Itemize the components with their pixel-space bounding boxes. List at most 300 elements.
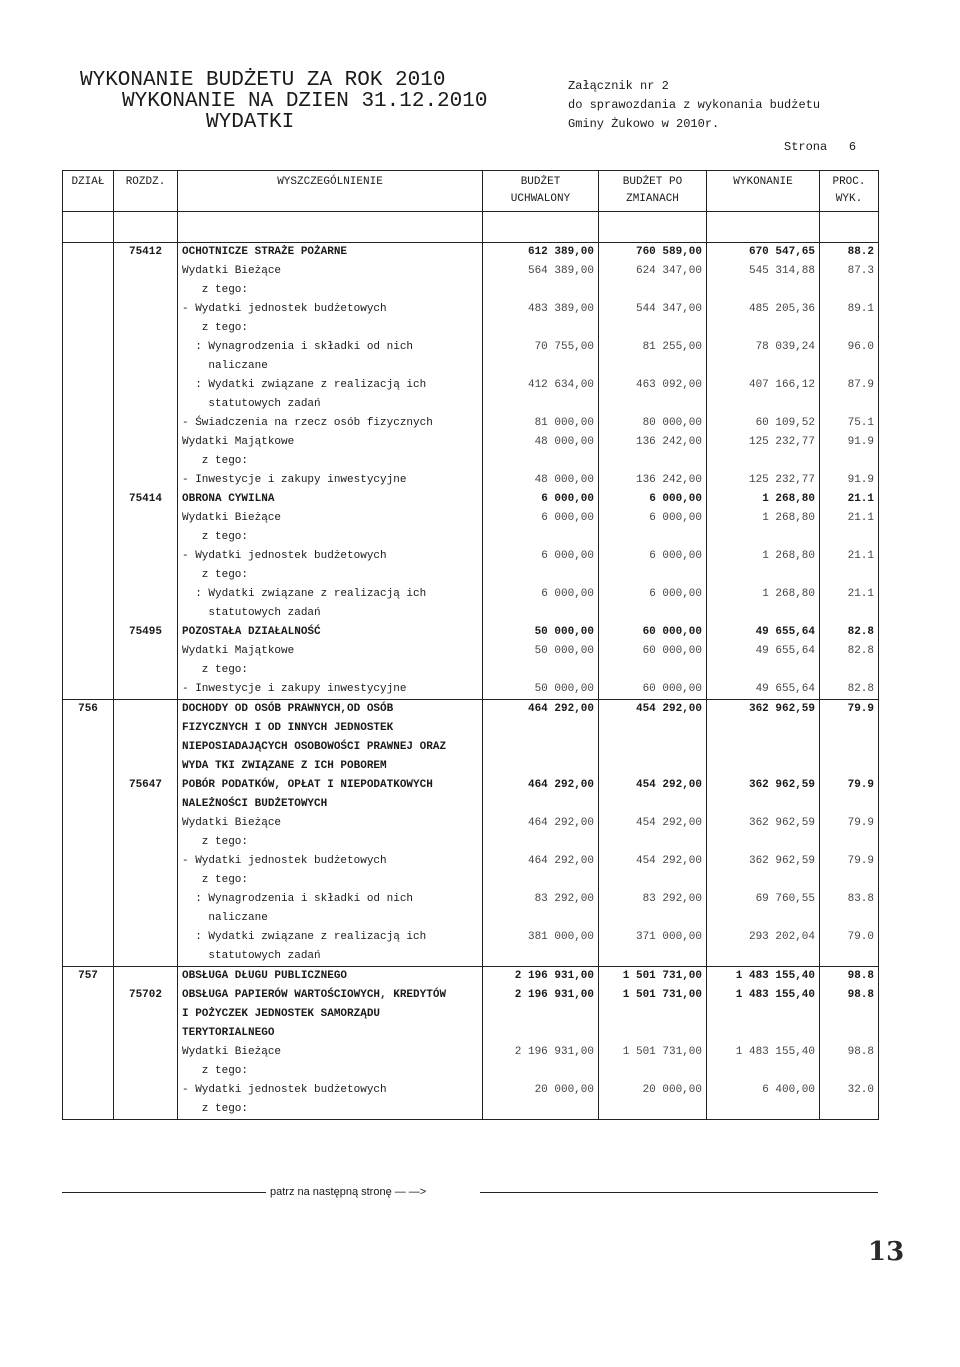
cell-budzet-po-zmianach bbox=[599, 871, 707, 890]
cell-wykonanie: 78 039,24 bbox=[707, 338, 820, 357]
table-row bbox=[63, 852, 879, 871]
cell-description: NIEPOSIADAJĄCYCH OSOBOWOŚCI PRAWNEJ ORAZ bbox=[178, 738, 483, 757]
cell-wykonanie bbox=[707, 452, 820, 471]
cell-dzial bbox=[63, 642, 114, 661]
cell-procent bbox=[820, 281, 879, 300]
cell-wykonanie bbox=[707, 833, 820, 852]
cell-procent: 87.3 bbox=[820, 262, 879, 281]
cell-dzial bbox=[63, 300, 114, 319]
cell-budzet-po-zmianach: 760 589,00 bbox=[599, 243, 707, 263]
cell-budzet-po-zmianach: 60 000,00 bbox=[599, 623, 707, 642]
cell-rozdzial: 75414 bbox=[114, 490, 178, 509]
table-row bbox=[63, 871, 879, 890]
cell-dzial bbox=[63, 357, 114, 376]
cell-dzial bbox=[63, 528, 114, 547]
cell-rozdzial bbox=[114, 719, 178, 738]
cell-budzet-uchwalony: 2 196 931,00 bbox=[483, 986, 599, 1005]
cell-budzet-po-zmianach bbox=[599, 528, 707, 547]
footer-rule-left bbox=[62, 1192, 266, 1193]
cell-dzial bbox=[63, 1081, 114, 1100]
table-row bbox=[63, 528, 879, 547]
cell-budzet-uchwalony bbox=[483, 757, 599, 776]
cell-budzet-uchwalony: 464 292,00 bbox=[483, 852, 599, 871]
title-line-1: WYKONANIE BUDŻETU ZA ROK 2010 bbox=[80, 69, 446, 92]
cell-procent: 82.8 bbox=[820, 642, 879, 661]
col-header-rozdz: ROZDZ. bbox=[114, 171, 178, 192]
cell-rozdzial: 75412 bbox=[114, 243, 178, 263]
cell-dzial bbox=[63, 585, 114, 604]
cell-wykonanie: 1 268,80 bbox=[707, 490, 820, 509]
cell-description: statutowych zadań bbox=[178, 947, 483, 967]
cell-budzet-po-zmianach: 60 000,00 bbox=[599, 642, 707, 661]
table-row bbox=[63, 967, 879, 987]
cell-budzet-uchwalony bbox=[483, 661, 599, 680]
cell-rozdzial bbox=[114, 1100, 178, 1120]
cell-wykonanie: 485 205,36 bbox=[707, 300, 820, 319]
cell-dzial bbox=[63, 376, 114, 395]
cell-budzet-po-zmianach: 544 347,00 bbox=[599, 300, 707, 319]
cell-rozdzial bbox=[114, 395, 178, 414]
cell-description: z tego: bbox=[178, 1062, 483, 1081]
cell-procent bbox=[820, 452, 879, 471]
cell-budzet-uchwalony: 564 389,00 bbox=[483, 262, 599, 281]
cell-description: Wydatki Bieżące bbox=[178, 262, 483, 281]
cell-dzial bbox=[63, 338, 114, 357]
cell-wykonanie: 362 962,59 bbox=[707, 852, 820, 871]
cell-procent: 75.1 bbox=[820, 414, 879, 433]
cell-budzet-uchwalony bbox=[483, 319, 599, 338]
attachment-line-2: do sprawozdania z wykonania budżetu bbox=[568, 98, 821, 112]
cell-description: Wydatki Bieżące bbox=[178, 814, 483, 833]
cell-rozdzial bbox=[114, 262, 178, 281]
cell-budzet-po-zmianach: 60 000,00 bbox=[599, 680, 707, 700]
cell-budzet-uchwalony bbox=[483, 947, 599, 967]
cell-rozdzial bbox=[114, 376, 178, 395]
cell-wykonanie bbox=[707, 1100, 820, 1120]
cell-rozdzial bbox=[114, 738, 178, 757]
col-header-budzet: BUDŻET bbox=[483, 171, 599, 192]
cell-wykonanie bbox=[707, 738, 820, 757]
cell-procent: 32.0 bbox=[820, 1081, 879, 1100]
cell-budzet-po-zmianach bbox=[599, 357, 707, 376]
table-row bbox=[63, 243, 879, 263]
cell-budzet-po-zmianach: 454 292,00 bbox=[599, 776, 707, 795]
cell-rozdzial bbox=[114, 947, 178, 967]
cell-procent: 79.9 bbox=[820, 776, 879, 795]
cell-dzial bbox=[63, 452, 114, 471]
cell-budzet-po-zmianach bbox=[599, 738, 707, 757]
cell-description: - Wydatki jednostek budżetowych bbox=[178, 300, 483, 319]
table-row bbox=[63, 300, 879, 319]
cell-description: : Wynagrodzenia i składki od nich bbox=[178, 890, 483, 909]
cell-procent bbox=[820, 357, 879, 376]
cell-wykonanie: 69 760,55 bbox=[707, 890, 820, 909]
table-header bbox=[63, 171, 879, 212]
cell-wykonanie bbox=[707, 528, 820, 547]
cell-rozdzial: 75702 bbox=[114, 986, 178, 1005]
cell-budzet-uchwalony: 464 292,00 bbox=[483, 700, 599, 720]
cell-budzet-uchwalony bbox=[483, 452, 599, 471]
cell-budzet-po-zmianach: 454 292,00 bbox=[599, 700, 707, 720]
cell-budzet-uchwalony: 412 634,00 bbox=[483, 376, 599, 395]
col-header-wykonanie: WYKONANIE bbox=[707, 171, 820, 192]
cell-budzet-po-zmianach bbox=[599, 795, 707, 814]
cell-description: Wydatki Bieżące bbox=[178, 509, 483, 528]
table-row bbox=[63, 833, 879, 852]
table-row bbox=[63, 338, 879, 357]
cell-budzet-po-zmianach: 6 000,00 bbox=[599, 509, 707, 528]
cell-procent bbox=[820, 528, 879, 547]
cell-rozdzial bbox=[114, 1081, 178, 1100]
cell-budzet-uchwalony: 81 000,00 bbox=[483, 414, 599, 433]
cell-procent bbox=[820, 719, 879, 738]
table-row bbox=[63, 928, 879, 947]
cell-procent: 82.8 bbox=[820, 623, 879, 642]
cell-dzial bbox=[63, 509, 114, 528]
cell-budzet-po-zmianach bbox=[599, 1100, 707, 1120]
cell-procent bbox=[820, 795, 879, 814]
cell-wykonanie: 362 962,59 bbox=[707, 814, 820, 833]
table-row bbox=[63, 604, 879, 623]
table-row bbox=[63, 642, 879, 661]
cell-budzet-uchwalony: 6 000,00 bbox=[483, 509, 599, 528]
cell-rozdzial bbox=[114, 757, 178, 776]
cell-description: - Wydatki jednostek budżetowych bbox=[178, 852, 483, 871]
cell-rozdzial bbox=[114, 967, 178, 987]
cell-budzet-po-zmianach: 6 000,00 bbox=[599, 490, 707, 509]
table-row bbox=[63, 947, 879, 967]
cell-dzial bbox=[63, 1062, 114, 1081]
table-row bbox=[63, 890, 879, 909]
cell-rozdzial bbox=[114, 566, 178, 585]
table-row bbox=[63, 795, 879, 814]
cell-description: z tego: bbox=[178, 281, 483, 300]
cell-description: z tego: bbox=[178, 319, 483, 338]
cell-budzet-po-zmianach: 624 347,00 bbox=[599, 262, 707, 281]
cell-wykonanie: 49 655,64 bbox=[707, 680, 820, 700]
page-number: 6 bbox=[848, 140, 857, 154]
cell-rozdzial bbox=[114, 1005, 178, 1024]
cell-description: naliczane bbox=[178, 909, 483, 928]
cell-description: : Wydatki związane z realizacją ich bbox=[178, 376, 483, 395]
cell-budzet-uchwalony bbox=[483, 395, 599, 414]
cell-budzet-uchwalony bbox=[483, 719, 599, 738]
cell-description: - Inwestycje i zakupy inwestycyjne bbox=[178, 471, 483, 490]
cell-budzet-uchwalony bbox=[483, 1024, 599, 1043]
cell-budzet-uchwalony: 20 000,00 bbox=[483, 1081, 599, 1100]
cell-budzet-uchwalony: 2 196 931,00 bbox=[483, 967, 599, 987]
cell-rozdzial bbox=[114, 585, 178, 604]
cell-budzet-po-zmianach: 6 000,00 bbox=[599, 547, 707, 566]
cell-budzet-uchwalony: 6 000,00 bbox=[483, 490, 599, 509]
cell-procent: 91.9 bbox=[820, 471, 879, 490]
col-header-budzet-po: BUDŻET PO bbox=[599, 171, 707, 192]
cell-budzet-po-zmianach bbox=[599, 909, 707, 928]
cell-procent: 21.1 bbox=[820, 509, 879, 528]
cell-wykonanie bbox=[707, 909, 820, 928]
table-row bbox=[63, 1024, 879, 1043]
cell-dzial bbox=[63, 719, 114, 738]
cell-dzial bbox=[63, 262, 114, 281]
table-row bbox=[63, 395, 879, 414]
attachment-line-3: Gminy Żukowo w 2010r. bbox=[568, 117, 720, 131]
cell-procent bbox=[820, 1005, 879, 1024]
table-row bbox=[63, 319, 879, 338]
table-row bbox=[63, 471, 879, 490]
cell-description: FIZYCZNYCH I OD INNYCH JEDNOSTEK bbox=[178, 719, 483, 738]
cell-rozdzial bbox=[114, 1024, 178, 1043]
cell-rozdzial bbox=[114, 471, 178, 490]
col-header-zmianach: ZMIANACH bbox=[599, 191, 707, 212]
cell-budzet-uchwalony: 464 292,00 bbox=[483, 814, 599, 833]
cell-wykonanie bbox=[707, 1005, 820, 1024]
table-row bbox=[63, 661, 879, 680]
cell-procent: 83.8 bbox=[820, 890, 879, 909]
table-row bbox=[63, 452, 879, 471]
cell-budzet-uchwalony: 6 000,00 bbox=[483, 547, 599, 566]
cell-rozdzial bbox=[114, 452, 178, 471]
cell-dzial bbox=[63, 1005, 114, 1024]
cell-budzet-uchwalony: 48 000,00 bbox=[483, 433, 599, 452]
cell-budzet-uchwalony: 2 196 931,00 bbox=[483, 1043, 599, 1062]
cell-description: TERYTORIALNEGO bbox=[178, 1024, 483, 1043]
cell-rozdzial bbox=[114, 604, 178, 623]
cell-procent bbox=[820, 566, 879, 585]
cell-procent: 21.1 bbox=[820, 490, 879, 509]
table-row bbox=[63, 490, 879, 509]
cell-rozdzial: 75495 bbox=[114, 623, 178, 642]
cell-description: : Wynagrodzenia i składki od nich bbox=[178, 338, 483, 357]
cell-procent bbox=[820, 947, 879, 967]
cell-budzet-po-zmianach bbox=[599, 947, 707, 967]
cell-budzet-po-zmianach: 136 242,00 bbox=[599, 471, 707, 490]
cell-wykonanie: 49 655,64 bbox=[707, 623, 820, 642]
cell-budzet-po-zmianach bbox=[599, 319, 707, 338]
cell-budzet-po-zmianach: 454 292,00 bbox=[599, 852, 707, 871]
cell-dzial bbox=[63, 661, 114, 680]
cell-budzet-po-zmianach: 81 255,00 bbox=[599, 338, 707, 357]
cell-rozdzial bbox=[114, 338, 178, 357]
cell-wykonanie bbox=[707, 319, 820, 338]
cell-budzet-uchwalony: 6 000,00 bbox=[483, 585, 599, 604]
cell-budzet-po-zmianach bbox=[599, 281, 707, 300]
cell-budzet-po-zmianach: 454 292,00 bbox=[599, 814, 707, 833]
cell-wykonanie: 1 268,80 bbox=[707, 509, 820, 528]
cell-dzial bbox=[63, 871, 114, 890]
cell-budzet-po-zmianach: 463 092,00 bbox=[599, 376, 707, 395]
cell-description: - Wydatki jednostek budżetowych bbox=[178, 1081, 483, 1100]
table-row bbox=[63, 547, 879, 566]
cell-procent: 82.8 bbox=[820, 680, 879, 700]
cell-dzial bbox=[63, 433, 114, 452]
cell-wykonanie: 125 232,77 bbox=[707, 433, 820, 452]
cell-dzial bbox=[63, 909, 114, 928]
cell-budzet-uchwalony: 381 000,00 bbox=[483, 928, 599, 947]
cell-wykonanie bbox=[707, 566, 820, 585]
cell-budzet-po-zmianach bbox=[599, 757, 707, 776]
cell-budzet-po-zmianach: 1 501 731,00 bbox=[599, 1043, 707, 1062]
cell-wykonanie: 1 268,80 bbox=[707, 547, 820, 566]
cell-procent bbox=[820, 1100, 879, 1120]
cell-procent: 79.9 bbox=[820, 852, 879, 871]
cell-procent bbox=[820, 395, 879, 414]
cell-rozdzial bbox=[114, 833, 178, 852]
cell-dzial bbox=[63, 471, 114, 490]
table-row bbox=[63, 623, 879, 642]
table-row bbox=[63, 262, 879, 281]
cell-dzial bbox=[63, 928, 114, 947]
cell-rozdzial bbox=[114, 909, 178, 928]
page-label: Strona bbox=[784, 140, 828, 154]
table-row bbox=[63, 757, 879, 776]
cell-wykonanie: 407 166,12 bbox=[707, 376, 820, 395]
cell-procent: 87.9 bbox=[820, 376, 879, 395]
cell-description: - Wydatki jednostek budżetowych bbox=[178, 547, 483, 566]
cell-budzet-uchwalony: 48 000,00 bbox=[483, 471, 599, 490]
cell-wykonanie bbox=[707, 281, 820, 300]
cell-dzial bbox=[63, 833, 114, 852]
table-body bbox=[63, 212, 879, 1120]
cell-procent bbox=[820, 871, 879, 890]
cell-rozdzial bbox=[114, 890, 178, 909]
table-row bbox=[63, 1005, 879, 1024]
cell-rozdzial bbox=[114, 281, 178, 300]
attachment-note bbox=[568, 77, 820, 134]
cell-rozdzial bbox=[114, 700, 178, 720]
page-stamp: 13 bbox=[868, 1237, 905, 1267]
cell-description: Wydatki Majątkowe bbox=[178, 642, 483, 661]
cell-wykonanie bbox=[707, 947, 820, 967]
cell-dzial bbox=[63, 547, 114, 566]
cell-procent bbox=[820, 738, 879, 757]
cell-rozdzial bbox=[114, 357, 178, 376]
cell-procent: 88.2 bbox=[820, 243, 879, 263]
cell-procent: 21.1 bbox=[820, 547, 879, 566]
cell-rozdzial bbox=[114, 509, 178, 528]
cell-dzial bbox=[63, 947, 114, 967]
cell-procent bbox=[820, 1062, 879, 1081]
cell-wykonanie: 362 962,59 bbox=[707, 776, 820, 795]
cell-dzial: 757 bbox=[63, 967, 114, 987]
cell-rozdzial bbox=[114, 814, 178, 833]
cell-description: : Wydatki związane z realizacją ich bbox=[178, 585, 483, 604]
cell-procent bbox=[820, 1024, 879, 1043]
cell-budzet-uchwalony: 483 389,00 bbox=[483, 300, 599, 319]
cell-budzet-po-zmianach: 371 000,00 bbox=[599, 928, 707, 947]
cell-wykonanie bbox=[707, 604, 820, 623]
cell-dzial bbox=[63, 566, 114, 585]
attachment-line-1: Załącznik nr 2 bbox=[568, 79, 669, 93]
cell-wykonanie bbox=[707, 871, 820, 890]
cell-budzet-po-zmianach bbox=[599, 1005, 707, 1024]
col-header-uchwalony: UCHWALONY bbox=[483, 191, 599, 212]
cell-description: - Inwestycje i zakupy inwestycyjne bbox=[178, 680, 483, 700]
cell-wykonanie: 6 400,00 bbox=[707, 1081, 820, 1100]
cell-rozdzial bbox=[114, 680, 178, 700]
cell-wykonanie: 1 483 155,40 bbox=[707, 967, 820, 987]
table-row bbox=[63, 986, 879, 1005]
cell-dzial bbox=[63, 1043, 114, 1062]
col-header-dzial: DZIAŁ bbox=[63, 171, 114, 192]
col-header-desc: WYSZCZEGÓLNIENIE bbox=[178, 171, 483, 192]
budget-table-wrap bbox=[62, 170, 878, 1120]
cell-budzet-po-zmianach: 20 000,00 bbox=[599, 1081, 707, 1100]
cell-dzial bbox=[63, 795, 114, 814]
cell-budzet-uchwalony: 83 292,00 bbox=[483, 890, 599, 909]
cell-procent: 98.8 bbox=[820, 986, 879, 1005]
cell-budzet-po-zmianach bbox=[599, 452, 707, 471]
cell-rozdzial: 75647 bbox=[114, 776, 178, 795]
cell-dzial bbox=[63, 604, 114, 623]
cell-description: WYDA TKI ZWIĄZANE Z ICH POBOREM bbox=[178, 757, 483, 776]
cell-budzet-uchwalony bbox=[483, 357, 599, 376]
table-row bbox=[63, 909, 879, 928]
cell-dzial bbox=[63, 623, 114, 642]
cell-budzet-uchwalony: 50 000,00 bbox=[483, 680, 599, 700]
cell-rozdzial bbox=[114, 661, 178, 680]
cell-wykonanie: 545 314,88 bbox=[707, 262, 820, 281]
cell-description: z tego: bbox=[178, 452, 483, 471]
cell-rozdzial bbox=[114, 1062, 178, 1081]
cell-procent bbox=[820, 833, 879, 852]
table-row bbox=[63, 1081, 879, 1100]
table-row bbox=[63, 1062, 879, 1081]
table-row bbox=[63, 1043, 879, 1062]
cell-budzet-uchwalony: 50 000,00 bbox=[483, 642, 599, 661]
cell-procent bbox=[820, 757, 879, 776]
cell-budzet-po-zmianach bbox=[599, 1024, 707, 1043]
cell-budzet-po-zmianach bbox=[599, 566, 707, 585]
col-header-wyk: WYK. bbox=[820, 191, 879, 212]
cell-dzial bbox=[63, 814, 114, 833]
cell-procent: 79.9 bbox=[820, 700, 879, 720]
cell-description: z tego: bbox=[178, 1100, 483, 1120]
cell-dzial bbox=[63, 852, 114, 871]
table-row bbox=[63, 281, 879, 300]
cell-budzet-uchwalony bbox=[483, 528, 599, 547]
cell-procent: 96.0 bbox=[820, 338, 879, 357]
cell-budzet-uchwalony bbox=[483, 1062, 599, 1081]
cell-dzial: 756 bbox=[63, 700, 114, 720]
cell-dzial bbox=[63, 395, 114, 414]
cell-dzial bbox=[63, 890, 114, 909]
cell-dzial bbox=[63, 414, 114, 433]
cell-wykonanie bbox=[707, 1062, 820, 1081]
cell-rozdzial bbox=[114, 414, 178, 433]
cell-budzet-po-zmianach bbox=[599, 604, 707, 623]
continue-note: patrz na następną stronę — —> bbox=[270, 1186, 427, 1198]
cell-budzet-po-zmianach bbox=[599, 1062, 707, 1081]
cell-dzial bbox=[63, 738, 114, 757]
cell-description: z tego: bbox=[178, 661, 483, 680]
cell-budzet-uchwalony bbox=[483, 566, 599, 585]
cell-procent: 98.8 bbox=[820, 1043, 879, 1062]
table-row bbox=[63, 700, 879, 720]
report-title bbox=[80, 70, 487, 133]
cell-wykonanie bbox=[707, 395, 820, 414]
cell-budzet-uchwalony bbox=[483, 738, 599, 757]
cell-rozdzial bbox=[114, 433, 178, 452]
cell-procent bbox=[820, 604, 879, 623]
cell-rozdzial bbox=[114, 528, 178, 547]
cell-dzial bbox=[63, 986, 114, 1005]
cell-description: statutowych zadań bbox=[178, 395, 483, 414]
cell-description: z tego: bbox=[178, 528, 483, 547]
cell-wykonanie: 1 483 155,40 bbox=[707, 1043, 820, 1062]
cell-budzet-po-zmianach bbox=[599, 833, 707, 852]
cell-dzial bbox=[63, 319, 114, 338]
cell-description: OBRONA CYWILNA bbox=[178, 490, 483, 509]
